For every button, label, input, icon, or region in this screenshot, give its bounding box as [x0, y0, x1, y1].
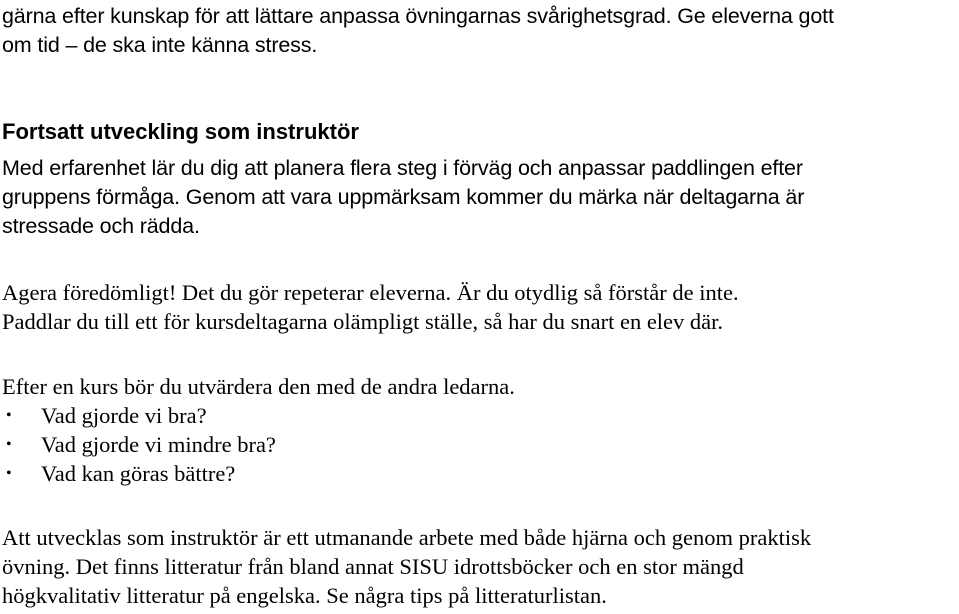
closing-paragraph	[2, 523, 811, 610]
list-item	[2, 401, 276, 430]
intro-line: gärna efter kunskap för att lättare anpassa övningarnas svårighetsgrad. Ge eleverna gott	[2, 4, 834, 28]
section-line: Med erfarenhet lär du dig att planera flera steg i förväg och anpassar paddlingen efter	[2, 156, 803, 180]
evaluation-intro: Efter en kurs bör du utvärdera den med de andra ledarna.	[2, 374, 515, 399]
intro-line: om tid – de ska inte känna stress.	[2, 33, 318, 57]
closing-line: övning. Det finns litteratur från bland annat SISU idrottsböcker och en stor mängd	[2, 554, 744, 579]
bullet-icon: •	[6, 436, 12, 453]
question-text: Vad kan göras bättre?	[41, 461, 236, 486]
question-text: Vad gjorde vi mindre bra?	[41, 432, 276, 457]
bullet-icon: •	[6, 407, 12, 424]
list-item	[2, 459, 276, 488]
section-heading: Fortsatt utveckling som instruktör	[2, 119, 359, 144]
example-line: Agera föredömligt! Det du gör repeterar eleverna. Är du otydlig så förstår de inte.	[2, 280, 739, 305]
example-paragraph	[2, 278, 739, 336]
intro-paragraph	[2, 2, 834, 60]
evaluation-question-list	[2, 401, 276, 488]
bullet-icon: •	[6, 465, 12, 482]
section-paragraph	[2, 154, 804, 241]
section-line: stressade och rädda.	[2, 214, 200, 238]
question-text: Vad gjorde vi bra?	[41, 403, 207, 428]
example-line: Paddlar du till ett för kursdeltagarna olämpligt ställe, så har du snart en elev där.	[2, 309, 724, 334]
closing-line: Att utvecklas som instruktör är ett utmanande arbete med både hjärna och genom praktisk	[2, 525, 812, 550]
list-item	[2, 430, 276, 459]
closing-line: högkvalitativ litteratur på engelska. Se några tips på litteraturlistan.	[2, 583, 607, 608]
section-line: gruppens förmåga. Genom att vara uppmärksam kommer du märka när deltagarna är	[2, 185, 805, 209]
